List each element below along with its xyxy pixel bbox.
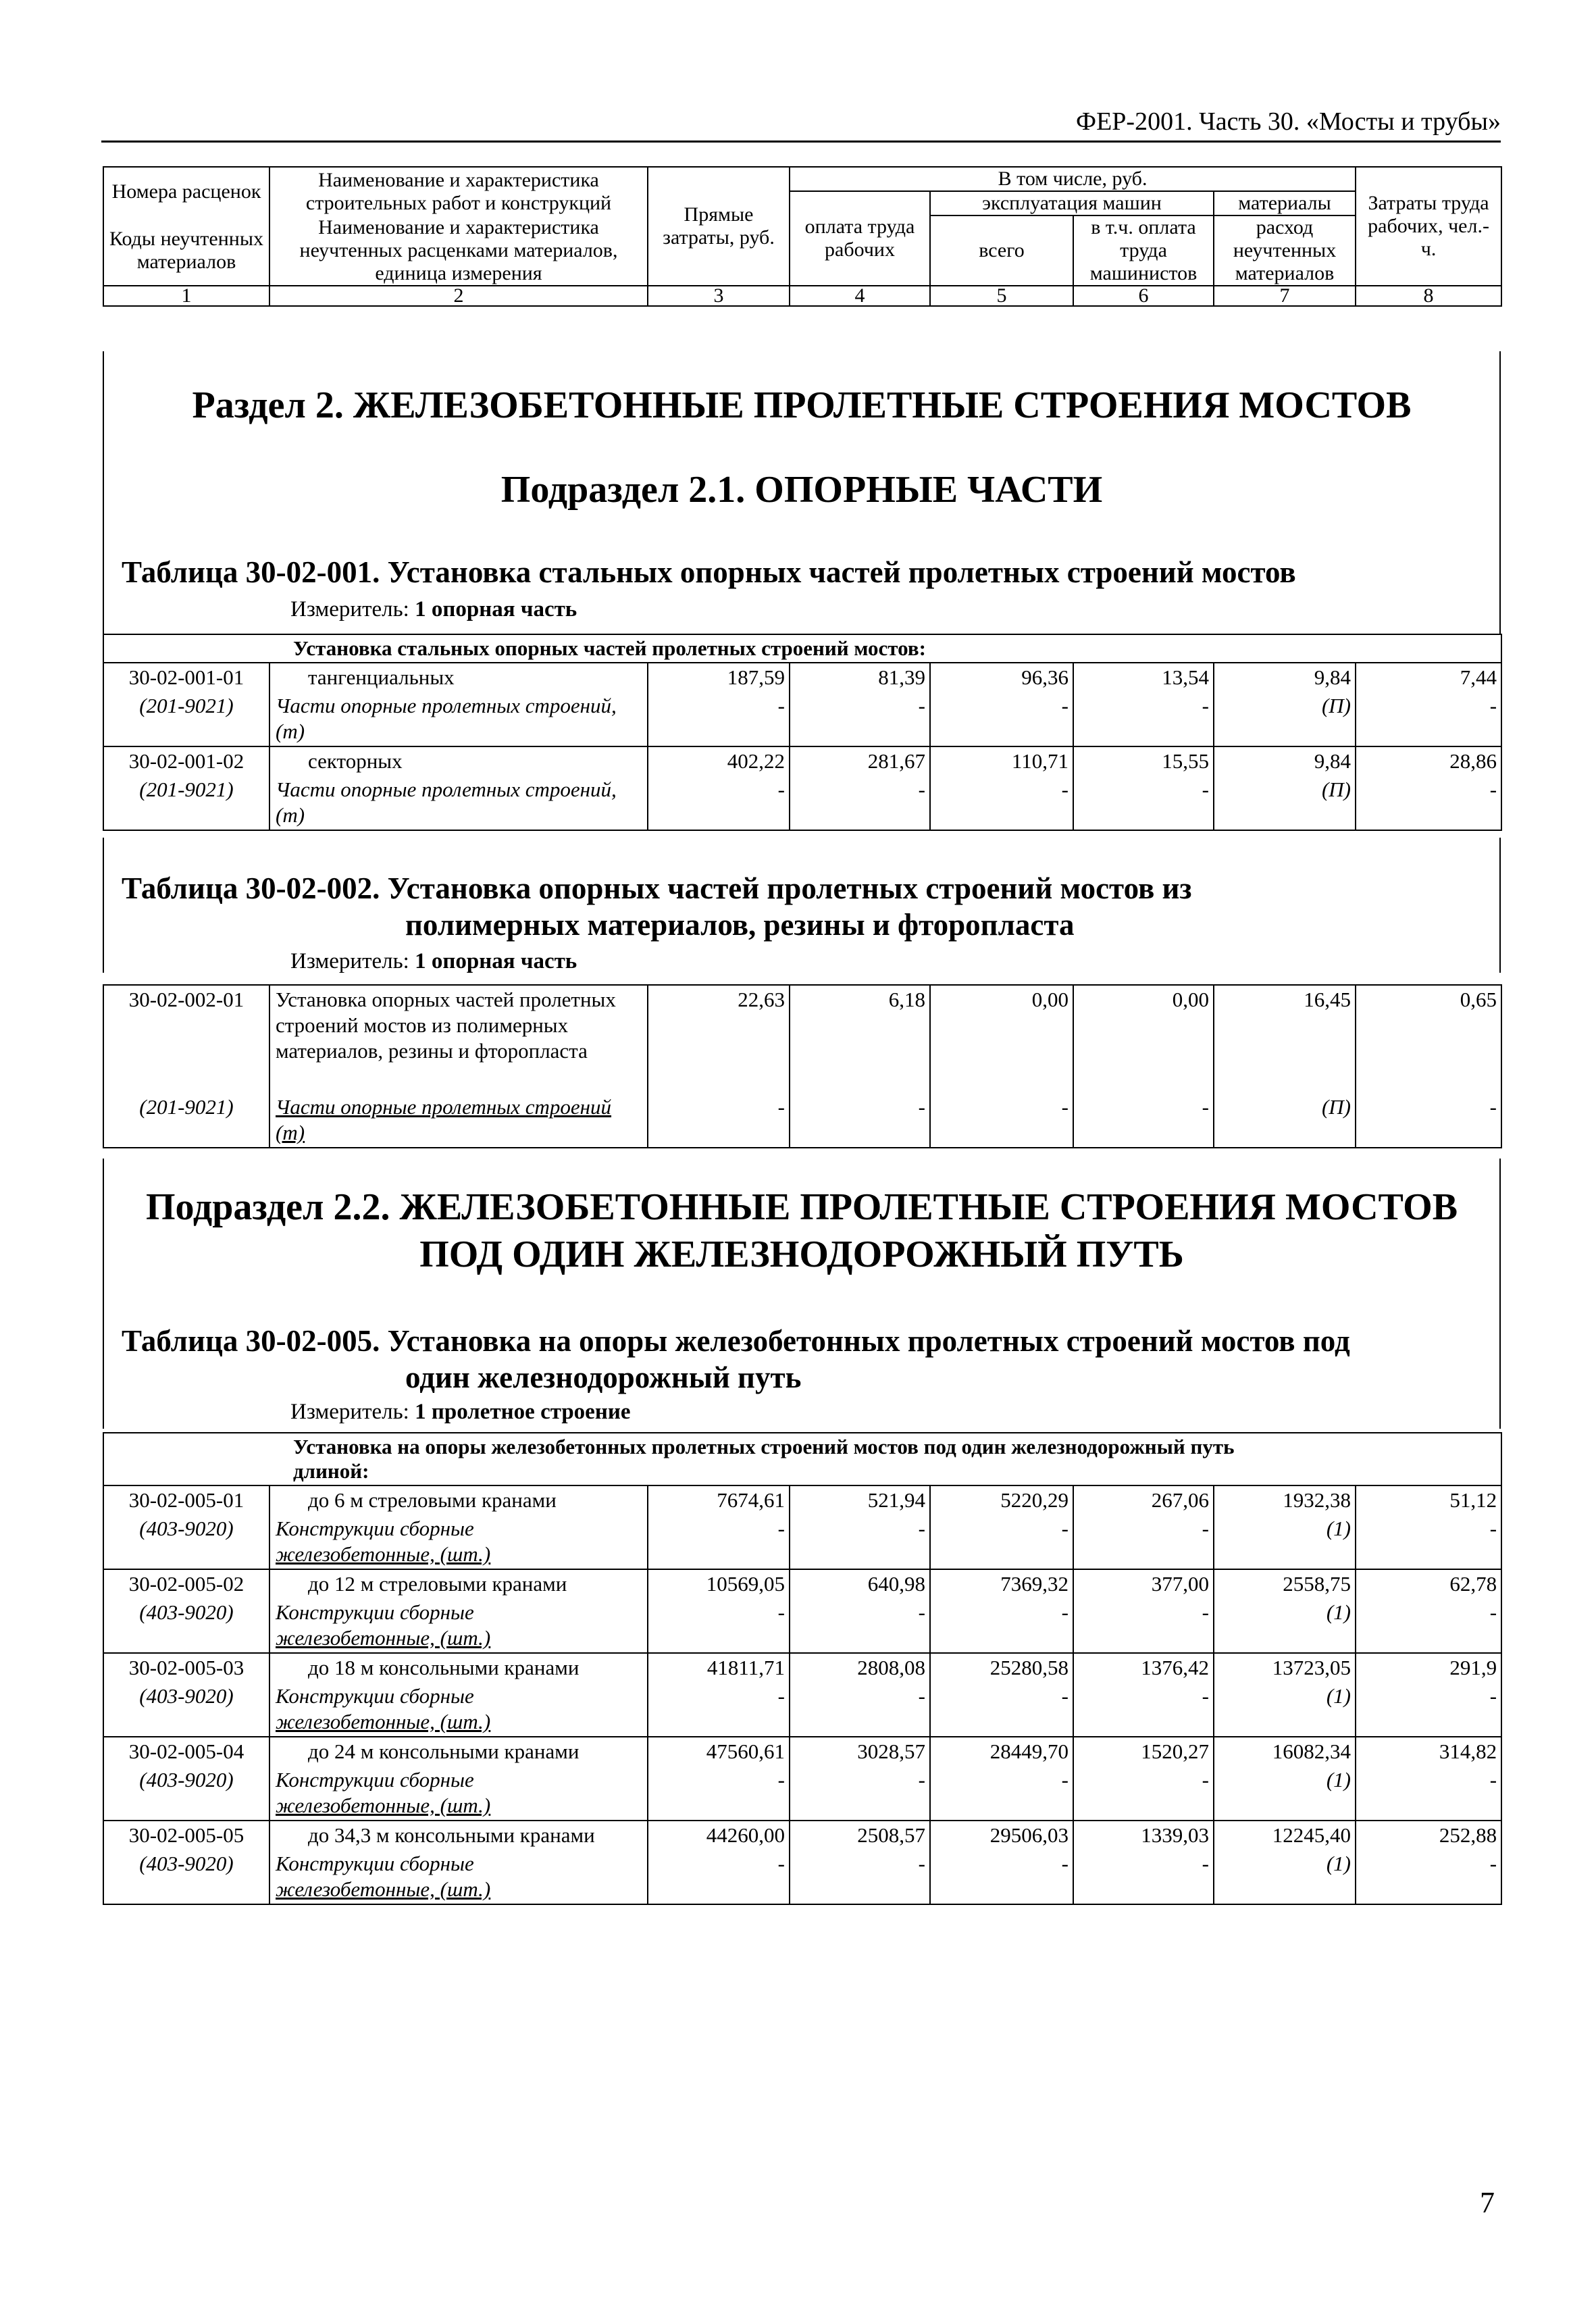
material-name-line2: железобетонные, (шт.): [276, 1542, 491, 1566]
code-cell: 30-02-001-02: [103, 746, 269, 776]
meter-value: 1 опорная часть: [415, 597, 577, 621]
dash-cell: -: [1073, 692, 1214, 746]
material-name: Части опорные пролетных строений, (т): [276, 778, 617, 827]
value-cell: 2808,08: [790, 1653, 930, 1682]
value-cell: 25280,58: [930, 1653, 1073, 1682]
value-cell: 62,78: [1356, 1569, 1501, 1598]
material-row: [103, 776, 1501, 830]
value-cell: 1376,42: [1073, 1653, 1214, 1682]
value-cell: 281,67: [790, 746, 930, 776]
value-cell: 9,84: [1214, 663, 1356, 692]
col2-top-label: Наименование и характеристика строительных работ и конструкций: [269, 167, 648, 215]
material-row: [103, 1682, 1501, 1737]
material-cell: [269, 776, 648, 830]
name-cell: до 24 м консольными кранами: [269, 1737, 648, 1766]
material-cell: [269, 1850, 648, 1904]
material-name-line1: Конструкции сборные: [276, 1852, 474, 1875]
value-cell: 252,88: [1356, 1821, 1501, 1850]
col1-bottom-label: Коды неучтенных материалов: [103, 215, 269, 286]
section-title: Раздел 2. ЖЕЛЕЗОБЕТОННЫЕ ПРОЛЕТНЫЕ СТРОЕНИЯ МОСТОВ: [192, 384, 1412, 426]
dash-cell: -: [930, 1766, 1073, 1821]
value-cell: 16082,34: [1214, 1737, 1356, 1766]
value-cell: 1339,03: [1073, 1821, 1214, 1850]
value-cell: 314,82: [1356, 1737, 1501, 1766]
value-cell: 0,00: [1073, 985, 1214, 1093]
value-cell: 16,45: [1214, 985, 1356, 1093]
dash-cell: -: [930, 692, 1073, 746]
ref-cell: (П): [1214, 692, 1356, 746]
group-heading-line1: Установка на опоры железобетонных пролетных строений мостов под один железнодорожный путь: [293, 1435, 1235, 1458]
code-cell: 30-02-001-01: [103, 663, 269, 692]
dash-cell: -: [1073, 1766, 1214, 1821]
dash-cell: -: [648, 1682, 790, 1737]
dash-cell: -: [648, 1093, 790, 1148]
material-name: Части опорные пролетных строений, (т): [276, 694, 617, 743]
value-cell: 7674,61: [648, 1485, 790, 1515]
name-cell: до 6 м стреловыми кранами: [269, 1485, 648, 1515]
value-cell: 6,18: [790, 985, 930, 1093]
value-cell: 1932,38: [1214, 1485, 1356, 1515]
group-heading: [103, 1433, 1501, 1485]
material-cell: [269, 692, 648, 746]
col-number: 2: [269, 286, 648, 306]
meter: [290, 949, 577, 974]
meter: [290, 597, 577, 622]
table-row: [103, 1737, 1501, 1766]
table-row: [103, 746, 1501, 776]
table-title-line1: Таблица 30-02-002. Установка опорных частей пролетных строений мостов из: [122, 871, 1192, 905]
value-cell: 10569,05: [648, 1569, 790, 1598]
value-cell: 5220,29: [930, 1485, 1073, 1515]
col5-label: всего: [930, 215, 1073, 286]
name-cell: тангенциальных: [269, 663, 648, 692]
resource-code: (403-9020): [103, 1766, 269, 1821]
table-title-line2: полимерных материалов, резины и фторопласта: [405, 908, 1075, 942]
col-number: 3: [648, 286, 790, 306]
dash-cell: -: [1356, 1682, 1501, 1737]
dash-cell: -: [1073, 1515, 1214, 1569]
resource-code: (403-9020): [103, 1682, 269, 1737]
subsection-title-line2: ПОД ОДИН ЖЕЛЕЗНОДОРОЖНЫЙ ПУТЬ: [419, 1234, 1184, 1275]
meter-value: 1 пролетное строение: [415, 1400, 631, 1424]
header-rule: [101, 141, 1501, 143]
meter-label: Измеритель:: [290, 1400, 409, 1424]
col-number: 1: [103, 286, 269, 306]
value-cell: 2558,75: [1214, 1569, 1356, 1598]
dash-cell: -: [1356, 1093, 1501, 1148]
material-name-line2: железобетонные, (шт.): [276, 1626, 491, 1650]
value-cell: 187,59: [648, 663, 790, 692]
value-cell: 377,00: [1073, 1569, 1214, 1598]
table-row: [103, 1569, 1501, 1598]
ref-cell: (П): [1214, 1093, 1356, 1148]
running-head: ФЕР-2001. Часть 30. «Мосты и трубы»: [1076, 107, 1501, 136]
value-cell: 13,54: [1073, 663, 1214, 692]
dash-cell: -: [1356, 1850, 1501, 1904]
table-row: [103, 1485, 1501, 1515]
value-cell: 267,06: [1073, 1485, 1214, 1515]
value-cell: 22,63: [648, 985, 790, 1093]
dash-cell: -: [1356, 1766, 1501, 1821]
material-row: [103, 1093, 1501, 1148]
resource-code: (403-9020): [103, 1598, 269, 1653]
code-cell: 30-02-005-05: [103, 1821, 269, 1850]
resource-code: (201-9021): [103, 1093, 269, 1148]
code-cell: 30-02-002-01: [103, 985, 269, 1093]
value-cell: 3028,57: [790, 1737, 930, 1766]
page-number: 7: [1480, 2186, 1495, 2219]
dash-cell: -: [1073, 1598, 1214, 1653]
dash-cell: -: [1356, 1598, 1501, 1653]
dash-cell: -: [648, 1598, 790, 1653]
material-row: [103, 1766, 1501, 1821]
ref-cell: (1): [1214, 1850, 1356, 1904]
material-row: [103, 1515, 1501, 1569]
dash-cell: -: [1073, 1093, 1214, 1148]
ref-cell: (П): [1214, 776, 1356, 830]
ref-cell: (1): [1214, 1515, 1356, 1569]
meter-label: Измеритель:: [290, 949, 409, 973]
ref-cell: (1): [1214, 1598, 1356, 1653]
material-name: Части опорные пролетных строений (т): [276, 1095, 612, 1144]
materials-label: материалы: [1214, 191, 1356, 215]
code-cell: 30-02-005-02: [103, 1569, 269, 1598]
subsection-title-line1: Подраздел 2.2. ЖЕЛЕЗОБЕТОННЫЕ ПРОЛЕТНЫЕ СТРОЕНИЯ МОСТОВ: [145, 1186, 1458, 1228]
name-cell: до 12 м стреловыми кранами: [269, 1569, 648, 1598]
dash-cell: -: [790, 1093, 930, 1148]
group-heading: Установка стальных опорных частей пролетных строений мостов:: [103, 634, 1501, 663]
subsection-title: Подраздел 2.1. ОПОРНЫЕ ЧАСТИ: [500, 469, 1103, 511]
value-cell: 51,12: [1356, 1485, 1501, 1515]
col-number: 6: [1073, 286, 1214, 306]
resource-code: (403-9020): [103, 1850, 269, 1904]
value-cell: 96,36: [930, 663, 1073, 692]
material-cell: [269, 1598, 648, 1653]
dash-cell: -: [648, 1766, 790, 1821]
table-row: [103, 1653, 1501, 1682]
material-row: [103, 692, 1501, 746]
table-row: [103, 1821, 1501, 1850]
dash-cell: -: [1356, 692, 1501, 746]
dash-cell: -: [930, 1093, 1073, 1148]
code-cell: 30-02-005-01: [103, 1485, 269, 1515]
table-row: [103, 985, 1501, 1093]
table-title-line2: один железнодорожный путь: [405, 1361, 802, 1394]
col2-bottom-label: Наименование и характеристика неучтенных расценками материалов, единица измерения: [269, 215, 648, 286]
value-cell: 2508,57: [790, 1821, 930, 1850]
value-cell: 44260,00: [648, 1821, 790, 1850]
value-cell: 1520,27: [1073, 1737, 1214, 1766]
dash-cell: -: [790, 776, 930, 830]
dash-cell: -: [1356, 776, 1501, 830]
value-cell: 9,84: [1214, 746, 1356, 776]
value-cell: 28449,70: [930, 1737, 1073, 1766]
material-row: [103, 1850, 1501, 1904]
dash-cell: -: [1073, 1682, 1214, 1737]
col7-label: расход неучтенных материалов: [1214, 215, 1356, 286]
value-cell: 521,94: [790, 1485, 930, 1515]
col1-top-label: Номера расценок: [103, 167, 269, 215]
material-name-line1: Конструкции сборные: [276, 1684, 474, 1708]
value-cell: 110,71: [930, 746, 1073, 776]
col-number: 7: [1214, 286, 1356, 306]
col3-label: Прямые затраты, руб.: [648, 167, 790, 286]
value-cell: 47560,61: [648, 1737, 790, 1766]
table-row: [103, 663, 1501, 692]
material-cell: [269, 1766, 648, 1821]
group-heading-line2: длиной:: [293, 1459, 369, 1483]
table-title: [122, 870, 1479, 943]
dash-cell: -: [648, 1515, 790, 1569]
resource-code: (201-9021): [103, 692, 269, 746]
material-name-line1: Конструкции сборные: [276, 1600, 474, 1624]
dash-cell: -: [930, 1682, 1073, 1737]
dash-cell: -: [930, 1850, 1073, 1904]
dash-cell: -: [790, 692, 930, 746]
dash-cell: -: [790, 1682, 930, 1737]
value-cell: 13723,05: [1214, 1653, 1356, 1682]
value-cell: 402,22: [648, 746, 790, 776]
incl-label: В том числе, руб.: [790, 167, 1356, 191]
name-cell: до 34,3 м консольными кранами: [269, 1821, 648, 1850]
material-row: [103, 1598, 1501, 1653]
value-cell: 12245,40: [1214, 1821, 1356, 1850]
value-cell: 291,9: [1356, 1653, 1501, 1682]
resource-code: (201-9021): [103, 776, 269, 830]
dash-cell: -: [1073, 1850, 1214, 1904]
value-cell: 15,55: [1073, 746, 1214, 776]
code-cell: 30-02-005-03: [103, 1653, 269, 1682]
material-name-line2: железобетонные, (шт.): [276, 1877, 491, 1901]
dash-cell: -: [930, 1598, 1073, 1653]
col4-label: оплата труда рабочих: [790, 191, 930, 286]
dash-cell: -: [790, 1598, 930, 1653]
data-table-30-02-005: [103, 1432, 1502, 1905]
col-number: 5: [930, 286, 1073, 306]
table-title: Таблица 30-02-001. Установка стальных опорных частей пролетных строений мостов: [122, 555, 1296, 589]
name-cell: до 18 м консольными кранами: [269, 1653, 648, 1682]
value-cell: 81,39: [790, 663, 930, 692]
col-number: 8: [1356, 286, 1501, 306]
meter-value: 1 опорная часть: [415, 949, 577, 973]
dash-cell: -: [648, 776, 790, 830]
dash-cell: -: [1073, 776, 1214, 830]
col-number: 4: [790, 286, 930, 306]
material-name-line2: железобетонные, (шт.): [276, 1794, 491, 1817]
dash-cell: -: [790, 1766, 930, 1821]
dash-cell: -: [930, 1515, 1073, 1569]
material-cell: [269, 1093, 648, 1148]
dash-cell: -: [790, 1515, 930, 1569]
data-table-30-02-002: [103, 984, 1502, 1148]
name-cell: Установка опорных частей пролетных строений мостов из полимерных материалов, резины и фторопласта: [269, 985, 648, 1093]
col8-label: Затраты труда рабочих, чел.-ч.: [1356, 167, 1501, 286]
material-name-line1: Конструкции сборные: [276, 1517, 474, 1540]
value-cell: 7369,32: [930, 1569, 1073, 1598]
code-cell: 30-02-005-04: [103, 1737, 269, 1766]
value-cell: 41811,71: [648, 1653, 790, 1682]
material-name-line2: железобетонные, (шт.): [276, 1710, 491, 1733]
machines-label: эксплуатация машин: [930, 191, 1214, 215]
ref-cell: (1): [1214, 1682, 1356, 1737]
value-cell: 0,65: [1356, 985, 1501, 1093]
material-cell: [269, 1682, 648, 1737]
column-header-table: [103, 166, 1502, 307]
value-cell: 0,00: [930, 985, 1073, 1093]
material-name-line1: Конструкции сборные: [276, 1768, 474, 1791]
value-cell: 29506,03: [930, 1821, 1073, 1850]
value-cell: 28,86: [1356, 746, 1501, 776]
value-cell: 7,44: [1356, 663, 1501, 692]
dash-cell: -: [648, 1850, 790, 1904]
table-title: [122, 1323, 1479, 1396]
ref-cell: (1): [1214, 1766, 1356, 1821]
data-table-30-02-001: [103, 634, 1502, 831]
resource-code: (403-9020): [103, 1515, 269, 1569]
table-title-line1: Таблица 30-02-005. Установка на опоры железобетонных пролетных строений мостов под: [122, 1324, 1350, 1358]
material-cell: [269, 1515, 648, 1569]
dash-cell: -: [790, 1850, 930, 1904]
meter-label: Измеритель:: [290, 597, 409, 621]
dash-cell: -: [1356, 1515, 1501, 1569]
col6-label: в т.ч. оплата труда машинистов: [1073, 215, 1214, 286]
dash-cell: -: [648, 692, 790, 746]
name-cell: секторных: [269, 746, 648, 776]
dash-cell: -: [930, 776, 1073, 830]
subsection-title: [103, 1184, 1501, 1278]
value-cell: 640,98: [790, 1569, 930, 1598]
meter: [290, 1400, 631, 1425]
